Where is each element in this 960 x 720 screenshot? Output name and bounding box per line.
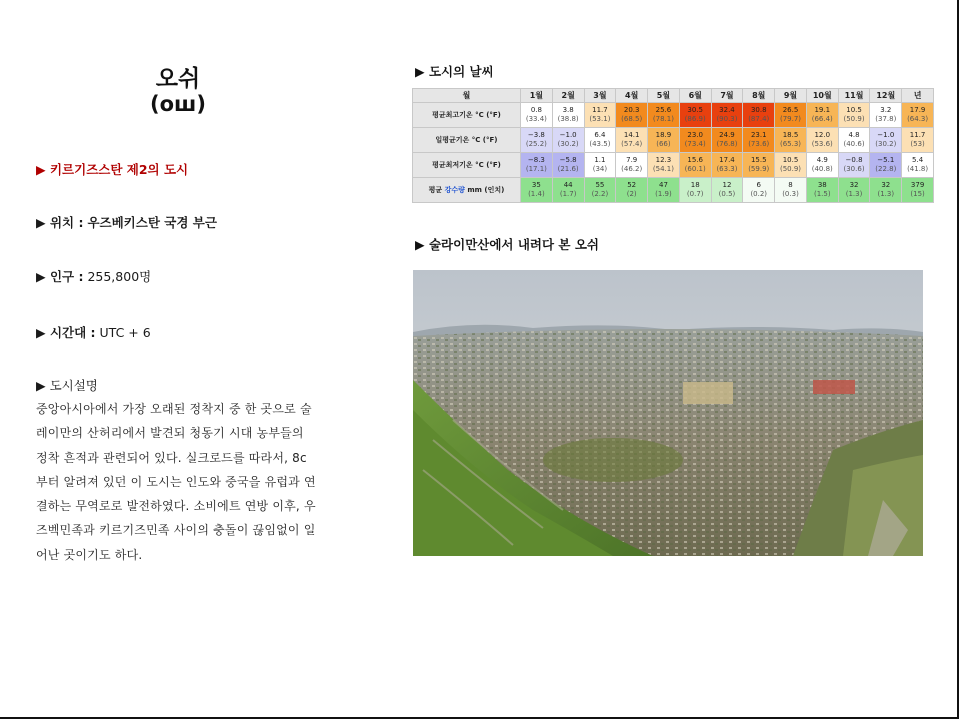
climate-cell [679, 153, 711, 178]
cell-fahrenheit: (66.4) [811, 115, 833, 123]
cell-celsius: 24.9 [719, 131, 735, 139]
cell-celsius: −3.8 [527, 131, 545, 139]
cell-fahrenheit: (87.4) [748, 115, 770, 123]
climate-cell [648, 103, 680, 128]
cell-celsius: 12.0 [814, 131, 831, 139]
climate-cell [679, 178, 711, 203]
cell-celsius: 11.7 [909, 131, 926, 139]
cell-fahrenheit: (30.6) [843, 165, 865, 173]
climate-cell [616, 128, 648, 153]
climate-cell [584, 153, 616, 178]
cell-celsius: 4.8 [848, 131, 860, 139]
cell-celsius: 6 [756, 181, 761, 189]
cell-celsius: 7.9 [626, 156, 638, 164]
climate-cell [679, 128, 711, 153]
cell-fahrenheit: (1.9) [655, 190, 672, 198]
cell-celsius: 10.5 [846, 106, 862, 114]
cell-celsius: 11.7 [592, 106, 608, 114]
cell-fahrenheit: (37.8) [875, 115, 897, 123]
cell-celsius: 15.6 [687, 156, 703, 164]
cell-fahrenheit: (65.3) [779, 140, 802, 148]
climate-cell [584, 128, 616, 153]
cell-celsius: 30.5 [687, 106, 703, 114]
cell-celsius: 17.9 [909, 106, 926, 114]
cell-celsius: 5.4 [912, 156, 924, 164]
population-line [36, 267, 151, 285]
climate-cell [743, 178, 775, 203]
month-header: 7월 [711, 89, 743, 103]
climate-cell [552, 153, 584, 178]
cell-celsius: 4.9 [816, 156, 828, 164]
cell-fahrenheit: (64.3) [907, 115, 929, 123]
population-label: ▶ 인구 : [36, 269, 84, 284]
cell-celsius: 18.9 [655, 131, 672, 139]
cell-fahrenheit: (79.7) [779, 115, 802, 123]
climate-header-row [413, 89, 934, 103]
month-header: 5월 [648, 89, 680, 103]
cell-celsius: −1.0 [877, 131, 895, 139]
cell-fahrenheit: (46.2) [621, 165, 643, 173]
climate-cell [743, 128, 775, 153]
climate-cell [616, 103, 648, 128]
climate-table-body [413, 103, 934, 203]
cell-fahrenheit: (0.3) [782, 190, 799, 198]
cell-celsius: 8 [788, 181, 793, 189]
cell-celsius: 18.5 [782, 131, 799, 139]
climate-cell [552, 128, 584, 153]
cell-fahrenheit: (76.8) [716, 140, 738, 148]
cell-fahrenheit: (78.1) [652, 115, 674, 123]
cell-celsius: 3.2 [880, 106, 892, 114]
photo-heading: ▶ 술라이만산에서 내려다 본 오쉬 [415, 237, 599, 252]
timezone-line [36, 323, 151, 341]
cell-celsius: 23.1 [750, 131, 767, 139]
cell-celsius: 47 [658, 181, 668, 189]
climate-cell [743, 103, 775, 128]
cell-fahrenheit: (40.6) [843, 140, 865, 148]
cell-fahrenheit: (60.1) [684, 165, 706, 173]
cell-celsius: 12.3 [655, 156, 672, 164]
month-header: 10월 [806, 89, 838, 103]
climate-year-cell [902, 128, 934, 153]
cell-fahrenheit: (0.7) [686, 190, 704, 198]
climate-row-low [413, 153, 934, 178]
cell-fahrenheit: (73.4) [684, 140, 706, 148]
cell-celsius: −0.8 [845, 156, 863, 164]
cell-fahrenheit: (34) [592, 165, 608, 173]
climate-year-cell [902, 153, 934, 178]
climate-cell [616, 153, 648, 178]
cell-celsius: −5.1 [877, 156, 895, 164]
city-panorama-image [413, 270, 923, 556]
cell-celsius: 3.8 [562, 106, 574, 114]
month-header: 9월 [775, 89, 807, 103]
climate-row-mean [413, 128, 934, 153]
climate-cell [775, 128, 807, 153]
cell-fahrenheit: (66) [656, 140, 671, 148]
cell-fahrenheit: (86.9) [684, 115, 706, 123]
climate-cell [775, 153, 807, 178]
climate-cell [552, 103, 584, 128]
cell-fahrenheit: (2.2) [591, 190, 609, 198]
description-label: ▶ 도시설명 [36, 378, 98, 393]
cell-celsius: 23.0 [687, 131, 703, 139]
highlight-line: ▶ 키르기즈스탄 제2의 도시 [36, 162, 189, 177]
cell-celsius: 379 [910, 181, 925, 189]
cell-fahrenheit: (63.3) [716, 165, 738, 173]
cell-fahrenheit: (22.8) [875, 165, 897, 173]
cell-fahrenheit: (0.5) [718, 190, 736, 198]
cell-celsius: 55 [595, 181, 605, 189]
cell-fahrenheit: (90.3) [716, 115, 738, 123]
weather-heading: ▶ 도시의 날씨 [415, 64, 494, 79]
climate-cell [711, 128, 743, 153]
climate-header-label: 월 [413, 89, 521, 103]
climate-cell [521, 178, 553, 203]
cell-celsius: 32 [881, 181, 891, 189]
climate-cell [775, 178, 807, 203]
climate-cell [584, 103, 616, 128]
cell-celsius: 38 [817, 181, 827, 189]
cell-fahrenheit: (30.2) [875, 140, 897, 148]
precip-label-link[interactable]: 강수량 [444, 185, 465, 194]
climate-table [412, 88, 934, 203]
climate-cell [521, 153, 553, 178]
cell-celsius: 44 [563, 181, 573, 189]
cell-fahrenheit: (2) [626, 190, 637, 198]
cell-celsius: 18 [690, 181, 700, 189]
page-title: 오쉬 [155, 66, 201, 92]
cell-celsius: −8.3 [527, 156, 545, 164]
climate-cell [838, 178, 870, 203]
precip-label-suffix: mm (인치) [464, 185, 505, 194]
climate-cell [743, 153, 775, 178]
climate-cell [838, 128, 870, 153]
timezone-value: UTC + 6 [99, 325, 151, 340]
cell-fahrenheit: (25.2) [525, 140, 547, 148]
month-header: 11월 [838, 89, 870, 103]
cell-celsius: 12 [722, 181, 732, 189]
climate-year-cell [902, 103, 934, 128]
climate-cell [648, 178, 680, 203]
page-subtitle: (ош) [150, 92, 206, 116]
cell-celsius: 15.5 [750, 156, 767, 164]
cell-celsius: 6.4 [594, 131, 606, 139]
cell-fahrenheit: (0.2) [750, 190, 768, 198]
month-header: 6월 [679, 89, 711, 103]
cell-fahrenheit: (53.1) [589, 115, 611, 123]
row-label-precip [413, 178, 521, 203]
cell-celsius: 1.1 [594, 156, 606, 164]
cell-celsius: 52 [627, 181, 637, 189]
cell-fahrenheit: (50.9) [843, 115, 865, 123]
climate-cell [806, 128, 838, 153]
year-header: 년 [902, 89, 934, 103]
month-header: 2월 [552, 89, 584, 103]
climate-cell [616, 178, 648, 203]
climate-cell [838, 153, 870, 178]
climate-year-cell [902, 178, 934, 203]
cell-fahrenheit: (38.8) [557, 115, 579, 123]
timezone-label: ▶ 시간대 : [36, 325, 96, 340]
cell-fahrenheit: (40.8) [811, 165, 833, 173]
climate-cell [806, 103, 838, 128]
precip-label-prefix: 평균 [428, 185, 445, 194]
cell-celsius: 10.5 [782, 156, 799, 164]
cell-fahrenheit: (1.4) [528, 190, 545, 198]
cell-fahrenheit: (53.6) [811, 140, 833, 148]
location-line [36, 213, 217, 231]
cell-celsius: 17.4 [719, 156, 735, 164]
cell-fahrenheit: (50.9) [779, 165, 802, 173]
population-value: 255,800명 [87, 269, 152, 284]
month-header: 3월 [584, 89, 616, 103]
climate-cell [552, 178, 584, 203]
climate-cell [521, 128, 553, 153]
cell-fahrenheit: (30.2) [557, 140, 579, 148]
cell-celsius: −5.8 [559, 156, 577, 164]
city-description: 중앙아시아에서 가장 오래된 정착지 중 한 곳으로 술레이만의 산허리에서 발견되 청동기 시대 농부들의 정착 흔적과 관련되어 있다. 실크로드를 따라서, 8c부터 알려져 있던 이 도시는 인도와 중국을 유럽과 연결하는 무역로로 발전하였다. 소비에트 연방 이후, 우즈벡민족과 키르기즈민족 사이의 충돌이 끊임없이 일어난 곳이기도 하다. [36, 402, 316, 562]
row-label-mean: 일평균기온 °C (°F) [413, 128, 521, 153]
cell-fahrenheit: (21.6) [557, 165, 579, 173]
cell-fahrenheit: (1.3) [877, 190, 895, 198]
location-label: ▶ 위치 : [36, 215, 84, 230]
climate-cell [870, 103, 902, 128]
climate-cell [711, 153, 743, 178]
climate-cell [584, 178, 616, 203]
cell-celsius: 32.4 [719, 106, 735, 114]
climate-row-precip [413, 178, 934, 203]
month-header: 12월 [870, 89, 902, 103]
cell-celsius: 35 [531, 181, 541, 189]
row-label-high: 평균최고기온 °C (°F) [413, 103, 521, 128]
location-value: 우즈베키스탄 국경 부근 [87, 215, 217, 230]
climate-cell [648, 153, 680, 178]
cell-fahrenheit: (41.8) [907, 165, 929, 173]
cell-fahrenheit: (1.7) [559, 190, 577, 198]
cell-celsius: 20.3 [623, 106, 640, 114]
cell-fahrenheit: (17.1) [525, 165, 547, 173]
cell-celsius: 30.8 [750, 106, 767, 114]
cell-celsius: 14.1 [623, 131, 640, 139]
climate-cell [870, 128, 902, 153]
cell-celsius: 25.6 [655, 106, 672, 114]
osh-panorama-photo [413, 270, 923, 556]
climate-cell [806, 153, 838, 178]
cell-celsius: 32 [849, 181, 859, 189]
cell-fahrenheit: (43.5) [589, 140, 611, 148]
month-header: 4월 [616, 89, 648, 103]
cell-fahrenheit: (57.4) [621, 140, 643, 148]
climate-cell [711, 103, 743, 128]
month-header: 1월 [521, 89, 553, 103]
cell-fahrenheit: (15) [910, 190, 925, 198]
climate-cell [870, 153, 902, 178]
cell-celsius: 19.1 [814, 106, 831, 114]
cell-celsius: 0.8 [530, 106, 542, 114]
cell-celsius: −1.0 [559, 131, 577, 139]
cell-fahrenheit: (68.5) [621, 115, 643, 123]
cell-fahrenheit: (59.9) [748, 165, 770, 173]
climate-cell [521, 103, 553, 128]
climate-cell [648, 128, 680, 153]
climate-row-high [413, 103, 934, 128]
cell-fahrenheit: (1.5) [813, 190, 831, 198]
climate-cell [679, 103, 711, 128]
cell-fahrenheit: (1.3) [845, 190, 863, 198]
cell-fahrenheit: (33.4) [525, 115, 547, 123]
climate-cell [838, 103, 870, 128]
cell-fahrenheit: (53) [910, 140, 925, 148]
cell-fahrenheit: (54.1) [652, 165, 674, 173]
climate-cell [775, 103, 807, 128]
cell-fahrenheit: (73.6) [748, 140, 770, 148]
climate-cell [711, 178, 743, 203]
month-header: 8월 [743, 89, 775, 103]
row-label-low: 평균최저기온 °C (°F) [413, 153, 521, 178]
climate-cell [806, 178, 838, 203]
cell-celsius: 26.5 [782, 106, 799, 114]
climate-cell [870, 178, 902, 203]
